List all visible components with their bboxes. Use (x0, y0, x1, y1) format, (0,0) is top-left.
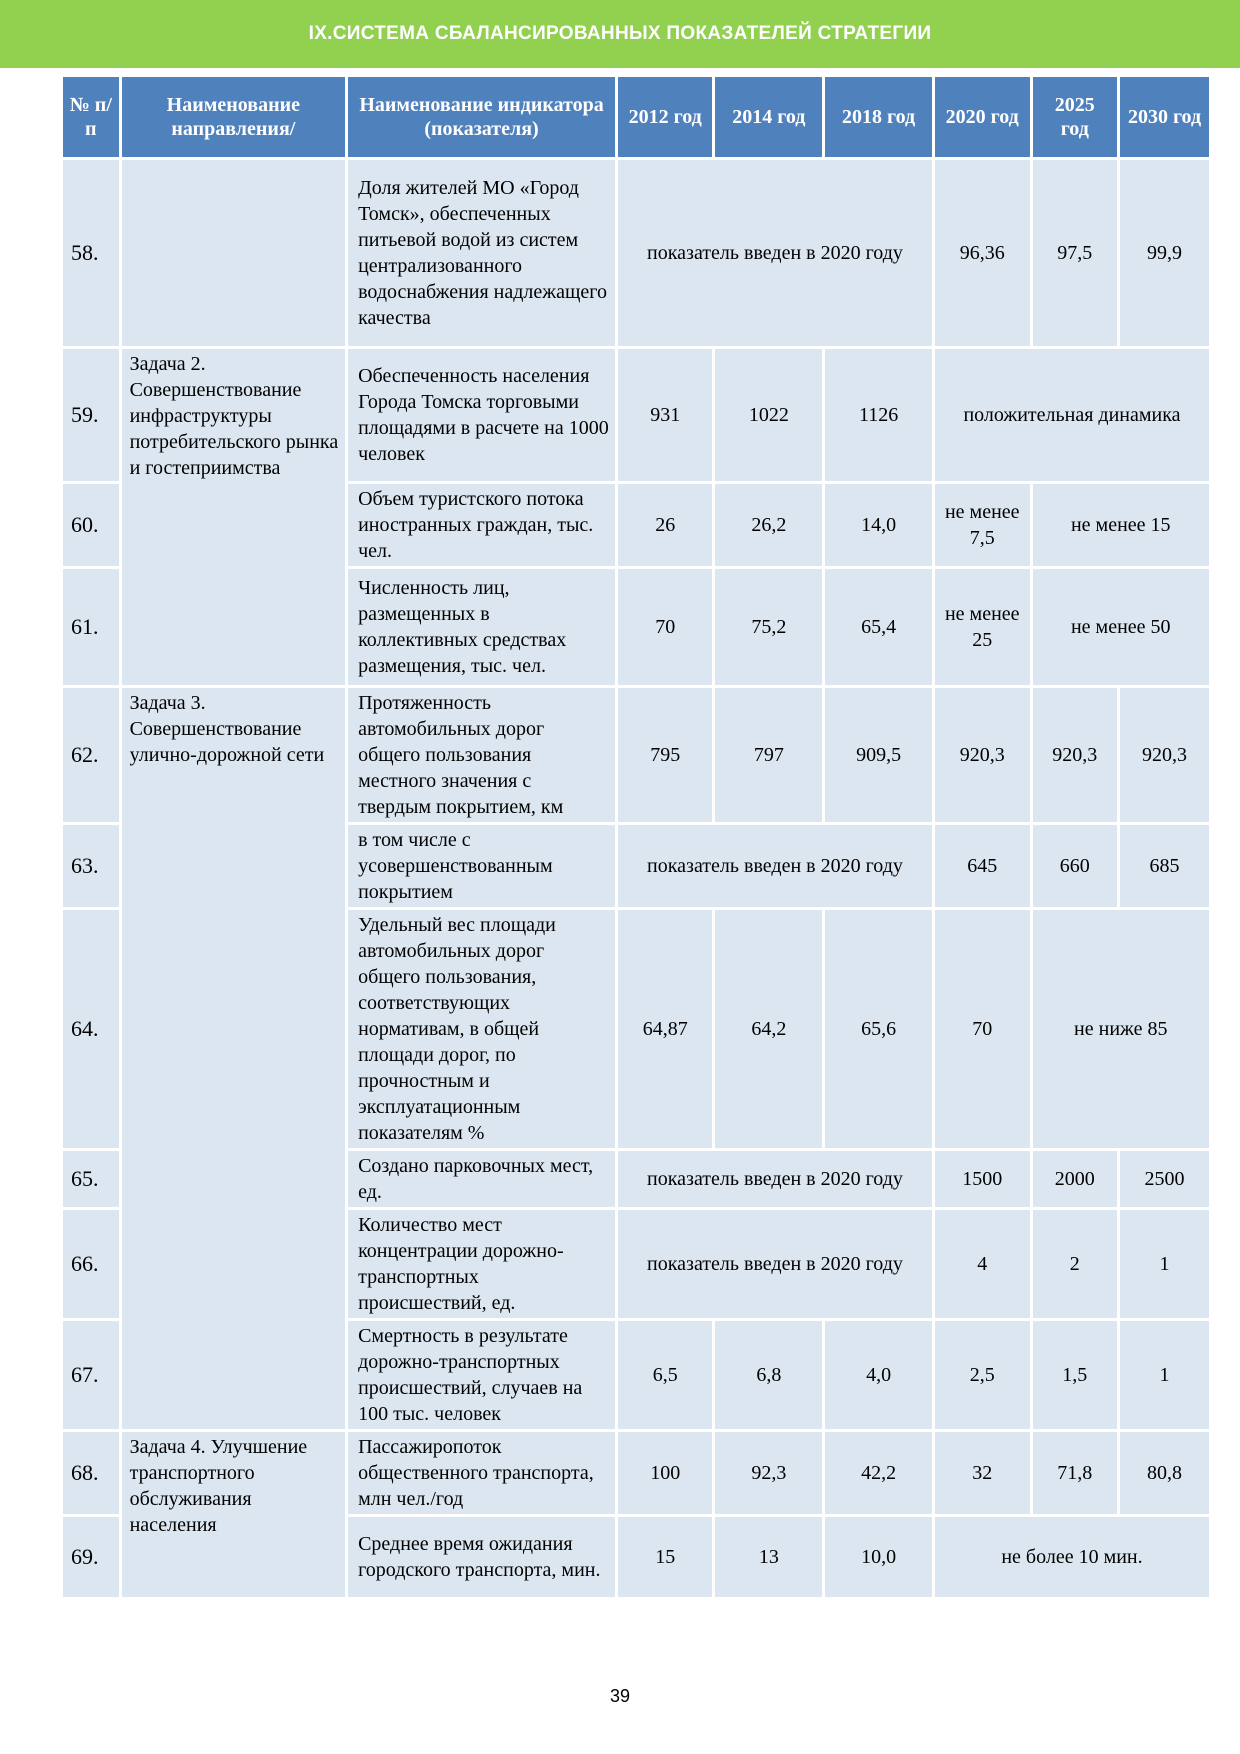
value-2030: 99,9 (1120, 160, 1209, 346)
value-2014: 797 (715, 688, 822, 822)
value-2020: 2,5 (935, 1321, 1030, 1429)
page-number: 39 (609, 1686, 631, 1706)
value-2025: 1,5 (1033, 1321, 1118, 1429)
value-2018: 42,2 (825, 1432, 932, 1514)
value-2020: не менее 7,5 (935, 484, 1030, 566)
introduced-note: показатель введен в 2020 году (618, 1151, 932, 1207)
indicator-name: Объем туристского потока иностранных граждан, тыс. чел. (348, 484, 615, 566)
table-row (63, 160, 1209, 346)
indicator-name: Среднее время ожидания городского транспорта, мин. (348, 1517, 615, 1597)
value-2018: 1126 (825, 349, 932, 481)
direction-task-2: Задача 2. Совершенствование инфраструктуры потребительского рынка и гостеприимства (122, 349, 346, 685)
value-2012: 6,5 (618, 1321, 713, 1429)
row-number: 60. (63, 484, 119, 566)
value-2018: 65,6 (825, 910, 932, 1148)
target-merged: не менее 15 (1033, 484, 1210, 566)
value-2025: 71,8 (1033, 1432, 1118, 1514)
value-2030: 920,3 (1120, 688, 1209, 822)
row-number: 61. (63, 569, 119, 685)
value-2030: 685 (1120, 825, 1209, 907)
indicator-name: Численность лиц, размещенных в коллективных средствах размещения, тыс. чел. (348, 569, 615, 685)
direction-task-4: Задача 4. Улучшение транспортного обслуживания населения (122, 1432, 346, 1597)
value-2014: 64,2 (715, 910, 822, 1148)
value-2012: 15 (618, 1517, 713, 1597)
table-row (63, 688, 1209, 822)
header-2018: 2018 год (825, 77, 932, 157)
value-2014: 6,8 (715, 1321, 822, 1429)
value-2030: 80,8 (1120, 1432, 1209, 1514)
indicator-name: Обеспеченность населения Города Томска торговыми площадями в расчете на 1000 человек (348, 349, 615, 481)
value-2020: не менее 25 (935, 569, 1030, 685)
value-2025: 660 (1033, 825, 1118, 907)
table-header-row (63, 77, 1209, 157)
row-number: 63. (63, 825, 119, 907)
value-2025: 97,5 (1033, 160, 1118, 346)
value-2025: 920,3 (1033, 688, 1118, 822)
value-2014: 13 (715, 1517, 822, 1597)
value-2014: 92,3 (715, 1432, 822, 1514)
introduced-note: показатель введен в 2020 году (618, 1210, 932, 1318)
indicator-name: Удельный вес площади автомобильных дорог общего пользования, соответствующих нормативам, в общей площади дорог, по прочностным и эксплуатационным показателям % (348, 910, 615, 1148)
value-2030: 1 (1120, 1321, 1209, 1429)
value-2020: 1500 (935, 1151, 1030, 1207)
indicator-name: в том числе с усовершенствованным покрытием (348, 825, 615, 907)
row-number: 59. (63, 349, 119, 481)
value-2020: 70 (935, 910, 1030, 1148)
indicators-table (60, 74, 1212, 1600)
value-2012: 100 (618, 1432, 713, 1514)
value-2018: 14,0 (825, 484, 932, 566)
value-2012: 931 (618, 349, 713, 481)
value-2014: 26,2 (715, 484, 822, 566)
indicator-name: Протяженность автомобильных дорог общего пользования местного значения с твердым покрытием, км (348, 688, 615, 822)
direction-task-3: Задача 3. Совершенствование улично-дорожной сети (122, 688, 346, 1429)
target-merged: не менее 50 (1033, 569, 1210, 685)
indicator-name: Доля жителей МО «Город Томск», обеспеченных питьевой водой из систем централизованного водоснабжения надлежащего качества (348, 160, 615, 346)
value-2012: 64,87 (618, 910, 713, 1148)
table-row (63, 349, 1209, 481)
row-number: 58. (63, 160, 119, 346)
row-number: 69. (63, 1517, 119, 1597)
section-banner (0, 0, 1240, 68)
target-merged: не более 10 мин. (935, 1517, 1209, 1597)
row-number: 64. (63, 910, 119, 1148)
indicator-name: Смертность в результате дорожно-транспортных происшествий, случаев на 100 тыс. человек (348, 1321, 615, 1429)
header-2030: 2030 год (1120, 77, 1209, 157)
row-number: 66. (63, 1210, 119, 1318)
value-2030: 2500 (1120, 1151, 1209, 1207)
introduced-note: показатель введен в 2020 году (618, 160, 932, 346)
value-2018: 909,5 (825, 688, 932, 822)
row-number: 62. (63, 688, 119, 822)
value-2012: 26 (618, 484, 713, 566)
value-2025: 2 (1033, 1210, 1118, 1318)
value-2018: 4,0 (825, 1321, 932, 1429)
value-2018: 65,4 (825, 569, 932, 685)
header-indicator: Наименование индикатора (показателя) (348, 77, 615, 157)
value-2020: 645 (935, 825, 1030, 907)
row-number: 65. (63, 1151, 119, 1207)
value-2020: 920,3 (935, 688, 1030, 822)
direction-cell-empty (122, 160, 346, 346)
table-row (63, 1432, 1209, 1514)
value-2012: 70 (618, 569, 713, 685)
indicator-name: Количество мест концентрации дорожно-транспортных происшествий, ед. (348, 1210, 615, 1318)
header-2012: 2012 год (618, 77, 713, 157)
header-num: № п/п (63, 77, 119, 157)
indicator-name: Пассажиропоток общественного транспорта, млн чел./год (348, 1432, 615, 1514)
header-2014: 2014 год (715, 77, 822, 157)
value-2014: 1022 (715, 349, 822, 481)
value-2025: 2000 (1033, 1151, 1118, 1207)
value-2020: 4 (935, 1210, 1030, 1318)
indicator-name: Создано парковочных мест, ед. (348, 1151, 615, 1207)
target-merged: не ниже 85 (1033, 910, 1210, 1148)
value-2018: 10,0 (825, 1517, 932, 1597)
value-2030: 1 (1120, 1210, 1209, 1318)
value-2020: 96,36 (935, 160, 1030, 346)
section-title: IX.СИСТЕМА СБАЛАНСИРОВАННЫХ ПОКАЗАТЕЛЕЙ СТРАТЕГИИ (308, 23, 932, 44)
target-merged: положительная динамика (935, 349, 1209, 481)
value-2020: 32 (935, 1432, 1030, 1514)
header-2020: 2020 год (935, 77, 1030, 157)
value-2012: 795 (618, 688, 713, 822)
header-direction: Наименование направления/ (122, 77, 346, 157)
row-number: 68. (63, 1432, 119, 1514)
value-2014: 75,2 (715, 569, 822, 685)
header-2025: 2025 год (1033, 77, 1118, 157)
row-number: 67. (63, 1321, 119, 1429)
introduced-note: показатель введен в 2020 году (618, 825, 932, 907)
